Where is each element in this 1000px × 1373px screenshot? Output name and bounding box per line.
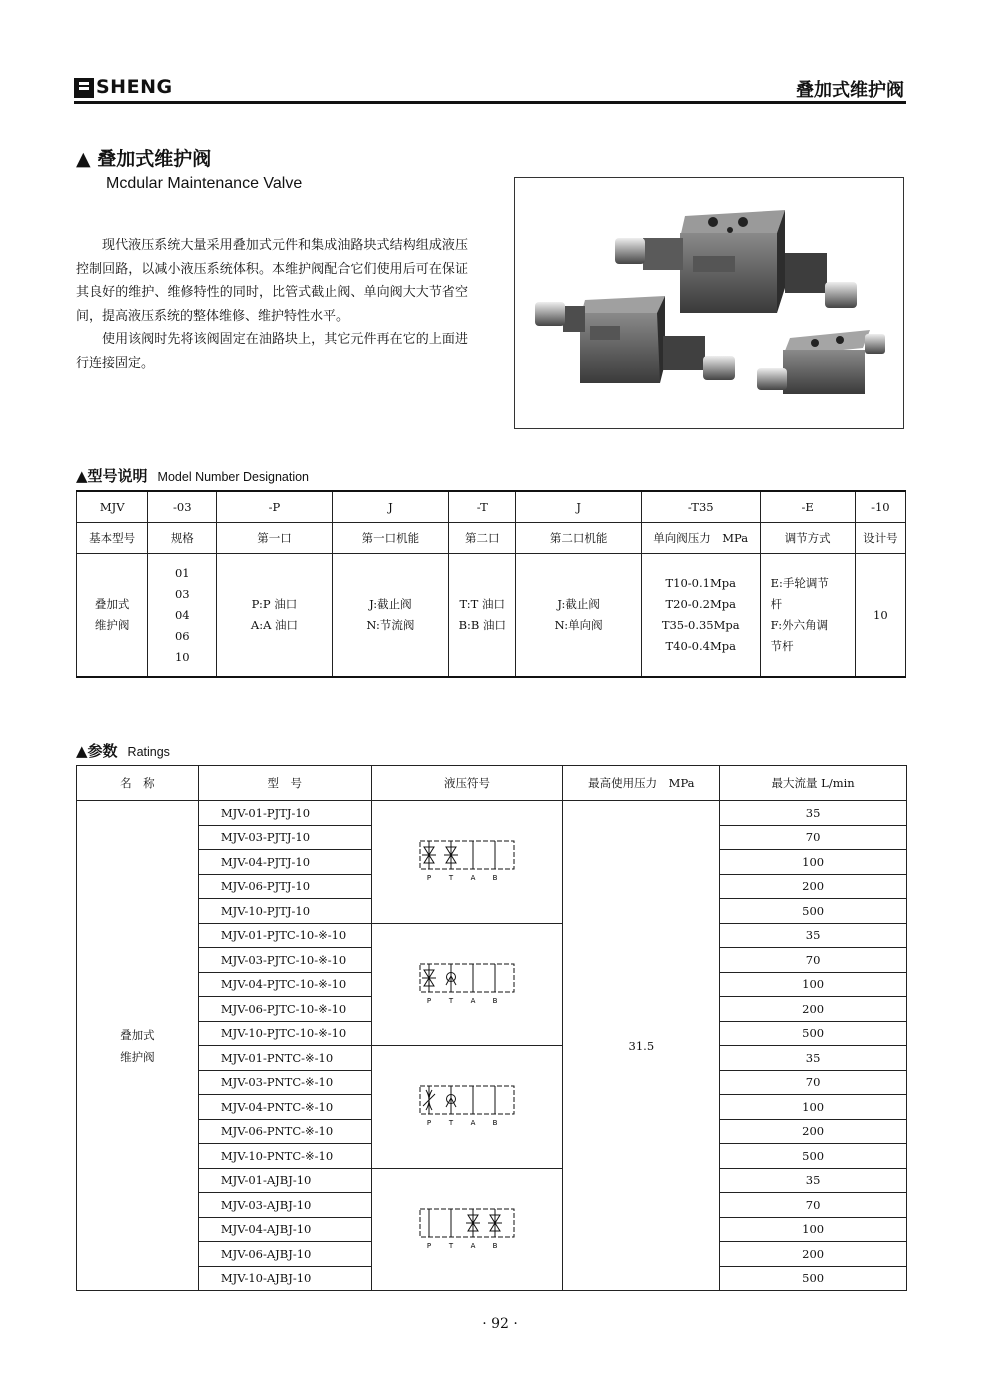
label-cell: 第二口 [449,523,516,554]
max-flow-cell: 35 [720,1168,907,1193]
label-cell: 规格 [148,523,217,554]
model-cell: MJV-03-PJTC-10-※-10 [198,948,371,973]
max-flow-cell: 200 [720,1242,907,1267]
model-cell: MJV-06-PJTJ-10 [198,874,371,899]
code-cell: MJV [77,491,148,523]
label-cell: 第二口机能 [516,523,641,554]
code-cell: J [332,491,448,523]
intro-paragraph-2: 使用该阀时先将该阀固定在油路块上，其它元件再在它的上面进行连接固定。 [76,332,468,371]
value-cell: E:手轮调节 杆 F:外六角调 节杆 [760,554,855,678]
header-section-title: 叠加式维护阀 [796,80,904,101]
page-title: ▲ 叠加式维护阀 [76,148,212,170]
port-label: T [448,996,454,1005]
model-cell: MJV-01-PNTC-※-10 [198,1046,371,1071]
model-cell: MJV-06-PNTC-※-10 [198,1119,371,1144]
label-cell: 设计号 [855,523,905,554]
port-label: B [492,996,498,1005]
hydraulic-symbol-cell [371,801,563,924]
ratings-table [76,765,907,1291]
model-cell: MJV-10-PJTJ-10 [198,899,371,924]
hydraulic-symbol-cell [371,1168,563,1291]
code-cell: J [516,491,641,523]
value-cell: J:截止阀 N:节流阀 [332,554,448,678]
triangle-icon: ▲ [76,148,98,170]
product-photo [514,177,904,429]
port-label: T [448,1241,454,1250]
port-label: A [470,996,476,1005]
port-label: T [448,1119,454,1128]
product-name-cell: 叠加式 维护阀 [77,801,199,1291]
code-cell: -T35 [641,491,760,523]
max-flow-cell: 35 [720,1046,907,1071]
page-subtitle: Mcdular Maintenance Valve [106,175,303,192]
hydraulic-symbol-cell [371,923,563,1046]
code-cell: -03 [148,491,217,523]
max-flow-cell: 35 [720,923,907,948]
table-row [77,801,907,826]
brand-name: SHENG [96,76,173,98]
hydraulic-symbol-icon [417,837,517,883]
value-cell: J:截止阀 N:单向阀 [516,554,641,678]
model-cell: MJV-04-PNTC-※-10 [198,1095,371,1120]
brand-logo [74,76,188,100]
hydraulic-symbol-icon [417,960,517,1006]
model-cell: MJV-10-AJBJ-10 [198,1266,371,1291]
value-cell: 叠加式 维护阀 [77,554,148,678]
model-cell: MJV-04-AJBJ-10 [198,1217,371,1242]
table-row [77,1168,907,1193]
model-cell: MJV-06-PJTC-10-※-10 [198,997,371,1022]
label-cell: 调节方式 [760,523,855,554]
hydraulic-symbol-icon [417,1082,517,1128]
column-header: 液压符号 [371,766,563,801]
code-cell: -P [217,491,332,523]
max-flow-cell: 100 [720,972,907,997]
port-label: P [426,1119,432,1128]
value-cell: T:T 油口 B:B 油口 [449,554,516,678]
value-cell: P:P 油口 A:A 油口 [217,554,332,678]
page-number: · 92 · [482,1316,518,1332]
model-cell: MJV-10-PJTC-10-※-10 [198,1021,371,1046]
column-header: 型 号 [198,766,371,801]
hydraulic-symbol-cell [371,1046,563,1169]
column-header: 最高使用压力 MPa [563,766,720,801]
intro-text [76,234,468,375]
model-cell: MJV-01-AJBJ-10 [198,1168,371,1193]
column-header: 名 称 [77,766,199,801]
value-cell: 10 [855,554,905,678]
valve-image-3 [757,330,885,394]
port-label: B [492,1241,498,1250]
brand-f-icon [74,78,94,98]
model-cell: MJV-04-PJTJ-10 [198,850,371,875]
code-cell: -T [449,491,516,523]
port-label: P [426,1241,432,1250]
model-cell: MJV-06-AJBJ-10 [198,1242,371,1267]
code-cell: -10 [855,491,905,523]
port-label: A [470,1119,476,1128]
max-flow-cell: 70 [720,825,907,850]
ratings-heading: ▲参数 Ratings [76,742,170,760]
max-flow-cell: 500 [720,1021,907,1046]
max-flow-cell: 500 [720,1266,907,1291]
model-cell: MJV-03-AJBJ-10 [198,1193,371,1218]
max-pressure-cell: 31.5 [563,801,720,1291]
model-cell: MJV-10-PNTC-※-10 [198,1144,371,1169]
column-header: 最大流量 L/min [720,766,907,801]
label-cell: 第一口机能 [332,523,448,554]
model-cell: MJV-01-PJTC-10-※-10 [198,923,371,948]
label-cell: 基本型号 [77,523,148,554]
table-row [77,1046,907,1071]
max-flow-cell: 100 [720,1095,907,1120]
port-label: A [470,1241,476,1250]
header-divider [74,101,906,104]
max-flow-cell: 70 [720,1193,907,1218]
port-label: B [492,1119,498,1128]
max-flow-cell: 70 [720,1070,907,1095]
model-cell: MJV-04-PJTC-10-※-10 [198,972,371,997]
max-flow-cell: 500 [720,1144,907,1169]
model-cell: MJV-03-PNTC-※-10 [198,1070,371,1095]
code-cell: -E [760,491,855,523]
hydraulic-symbol-icon [417,1205,517,1251]
max-flow-cell: 200 [720,1119,907,1144]
max-flow-cell: 500 [720,899,907,924]
max-flow-cell: 100 [720,850,907,875]
max-flow-cell: 200 [720,997,907,1022]
model-cell: MJV-03-PJTJ-10 [198,825,371,850]
model-cell: MJV-01-PJTJ-10 [198,801,371,826]
port-label: T [448,874,454,883]
model-designation-table [76,490,906,678]
port-label: A [470,874,476,883]
port-label: P [426,874,432,883]
port-label: B [492,874,498,883]
value-cell: T10-0.1Mpa T20-0.2Mpa T35-0.35Mpa T40-0.4Mpa [641,554,760,678]
label-cell: 单向阀压力 MPa [641,523,760,554]
port-label: P [426,996,432,1005]
table-row [77,923,907,948]
max-flow-cell: 200 [720,874,907,899]
label-cell: 第一口 [217,523,332,554]
max-flow-cell: 100 [720,1217,907,1242]
max-flow-cell: 35 [720,801,907,826]
intro-paragraph-1: 现代液压系统大量采用叠加式元件和集成油路块式结构组成液压控制回路，以减小液压系统体积。本维护阀配合它们使用后可在保证其良好的维护、维修特性的同时，比管式截止阀、单向阀大大节省空间，提高液压系统的整体维修、维护特性水平。 [76,238,468,324]
max-flow-cell: 70 [720,948,907,973]
model-designation-heading: ▲型号说明 Model Number Designation [76,467,310,485]
value-cell: 01 03 04 06 10 [148,554,217,678]
